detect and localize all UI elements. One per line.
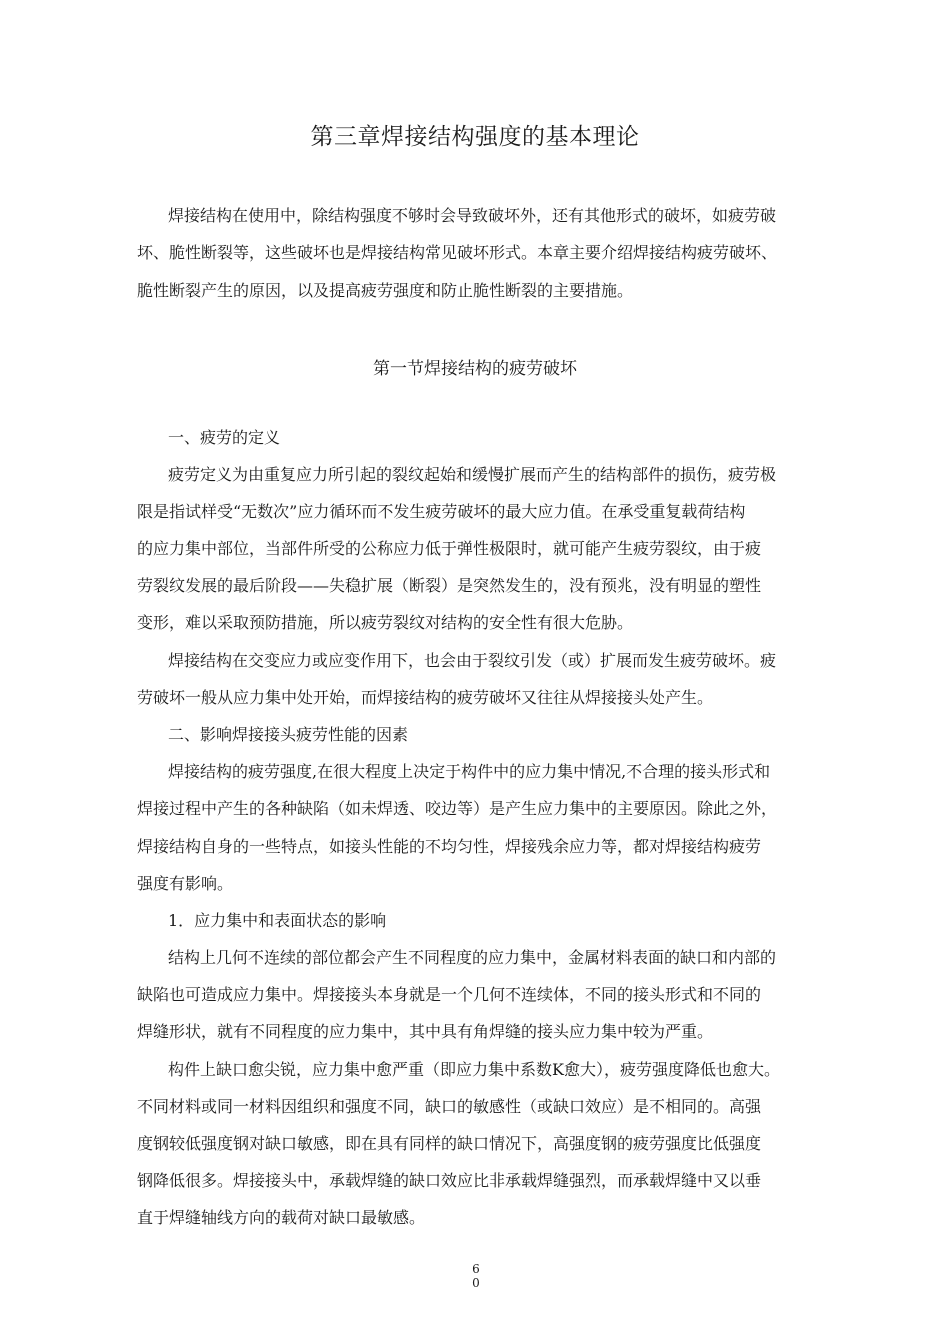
paragraph-line: 劳破坏一般从应力集中处开始，而焊接结构的疲劳破坏又往往从焊接接头处产生。 bbox=[137, 688, 714, 707]
paragraph-line: 疲劳定义为由重复应力所引起的裂纹起始和缓慢扩展而产生的结构部件的损伤，疲劳极 bbox=[168, 465, 777, 484]
paragraph-line: 焊缝形状，就有不同程度的应力集中，其中具有角焊缝的接头应力集中较为严重。 bbox=[137, 1022, 714, 1041]
paragraph-line: 强度有影响。 bbox=[137, 874, 234, 893]
subheading: 1．应力集中和表面状态的影响 bbox=[168, 911, 387, 930]
page-number-digit: 6 bbox=[472, 1262, 480, 1276]
paragraph-line: 不同材料或同一材料因组织和强度不同，缺口的敏感性（或缺口效应）是不相同的。高强 bbox=[137, 1097, 762, 1116]
paragraph-line: 限是指试样受“无数次”应力循环而不发生疲劳破坏的最大应力值。在承受重复载荷结构 bbox=[137, 502, 746, 521]
paragraph-line: 劳裂纹发展的最后阶段——失稳扩展（断裂）是突然发生的，没有预兆，没有明显的塑性 bbox=[137, 576, 762, 595]
paragraph-line: 焊接结构在使用中，除结构强度不够时会导致破坏外，还有其他形式的破坏，如疲劳破 bbox=[168, 206, 777, 225]
paragraph-line: 坏、脆性断裂等，这些破坏也是焊接结构常见破坏形式。本章主要介绍焊接结构疲劳破坏、 bbox=[137, 243, 778, 262]
subheading: 二、影响焊接接头疲劳性能的因素 bbox=[168, 725, 409, 744]
page-number bbox=[466, 1262, 486, 1290]
paragraph-line: 焊接结构的疲劳强度,在很大程度上决定于构件中的应力集中情况,不合理的接头形式和 bbox=[168, 762, 771, 781]
section-title: 第一节焊接结构的疲劳破坏 bbox=[373, 359, 577, 379]
paragraph-line: 度钢较低强度钢对缺口敏感，即在具有同样的缺口情况下，高强度钢的疲劳强度比低强度 bbox=[137, 1134, 762, 1153]
paragraph-line: 脆性断裂产生的原因，以及提高疲劳强度和防止脆性断裂的主要措施。 bbox=[137, 281, 634, 300]
paragraph-line: 构件上缺口愈尖锐，应力集中愈严重（即应力集中系数K愈大），疲劳强度降低也愈大。 bbox=[168, 1060, 780, 1079]
paragraph-line: 结构上几何不连续的部位都会产生不同程度的应力集中，金属材料表面的缺口和内部的 bbox=[168, 948, 777, 967]
paragraph-line: 直于焊缝轴线方向的载荷对缺口最敏感。 bbox=[137, 1208, 426, 1227]
paragraph-line: 变形，难以采取预防措施，所以疲劳裂纹对结构的安全性有很大危胁。 bbox=[137, 613, 634, 632]
subheading: 一、疲劳的定义 bbox=[168, 428, 281, 447]
chapter-title: 第三章焊接结构强度的基本理论 bbox=[310, 124, 640, 150]
page-number-digit: 0 bbox=[472, 1276, 480, 1290]
paragraph-line: 焊接结构在交变应力或应变作用下，也会由于裂纹引发（或）扩展而发生疲劳破坏。疲 bbox=[168, 651, 777, 670]
paragraph-line: 焊接结构自身的一些特点，如接头性能的不均匀性，焊接残余应力等，都对焊接结构疲劳 bbox=[137, 837, 762, 856]
paragraph-line: 的应力集中部位，当部件所受的公称应力低于弹性极限时，就可能产生疲劳裂纹，由于疲 bbox=[137, 539, 762, 558]
paragraph-line: 缺陷也可造成应力集中。焊接接头本身就是一个几何不连续体，不同的接头形式和不同的 bbox=[137, 985, 762, 1004]
paragraph-line: 焊接过程中产生的各种缺陷（如未焊透、咬边等）是产生应力集中的主要原因。除此之外， bbox=[137, 799, 778, 818]
paragraph-line: 钢降低很多。焊接接头中，承载焊缝的缺口效应比非承载焊缝强烈，而承载焊缝中又以垂 bbox=[137, 1171, 762, 1190]
